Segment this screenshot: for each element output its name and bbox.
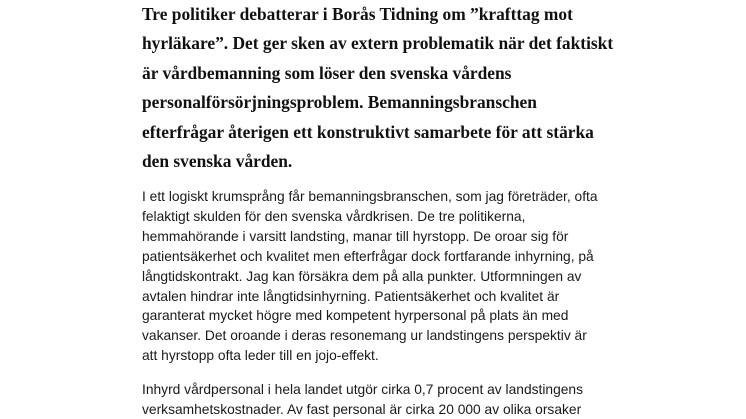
lead-line: Tre politiker debatterar i Borås Tidning om ”krafttag mot: [142, 4, 573, 24]
lead-line: den svenska vården.: [142, 151, 293, 172]
lead-line: efterfrågar återigen ett konstruktivt samarbete för att stärka: [142, 121, 594, 142]
body-line: felaktigt skulden för den svenska vårdkrisen. De tre politikerna,: [142, 208, 526, 224]
body-line: avtalen hindrar inte långtidsinhyrning. Patientsäkerhet och kvalitet är: [142, 288, 560, 304]
body-line: verksamhetskostnader. Av fast personal är cirka 20 000 av olika orsaker: [142, 401, 582, 417]
body-line: I ett logiskt krumsprång får bemanningsbranschen, som jag företräder, ofta: [142, 189, 598, 204]
lead-paragraph: [142, 0, 622, 176]
lead-line: är vårdbemanning som löser den svenska vårdens: [142, 62, 512, 83]
body-line: hemmahörande i varsitt landsting, manar till hyrstopp. De oroar sig för: [142, 228, 569, 244]
body-paragraph-1: [142, 187, 612, 366]
body-paragraph-2: [142, 380, 612, 419]
body-line: vakanser. Det oroande i deras resonemang ur landstingens perspektiv är: [142, 328, 587, 344]
body-line: patientsäkerhet och kvalitet men efterfrågar dock fortfarande inhyrning, på: [142, 248, 594, 264]
lead-line: hyrläkare”. Det ger sken av extern problematik när det faktiskt: [142, 33, 614, 54]
body-line: långtidskontrakt. Jag kan försäkra dem på alla punkter. Utformningen av: [142, 268, 582, 284]
body-line: Inhyrd vårdpersonal i hela landet utgör cirka 0,7 procent av landstingens: [142, 382, 584, 397]
body-line: garanterat mycket högre med kompetent hyrpersonal på plats än med: [142, 308, 569, 324]
lead-line: personalförsörjningsproblem. Bemanningsbranschen: [142, 92, 537, 113]
body-line: att hyrstopp ofta leder till en jojo-effekt.: [142, 348, 379, 364]
